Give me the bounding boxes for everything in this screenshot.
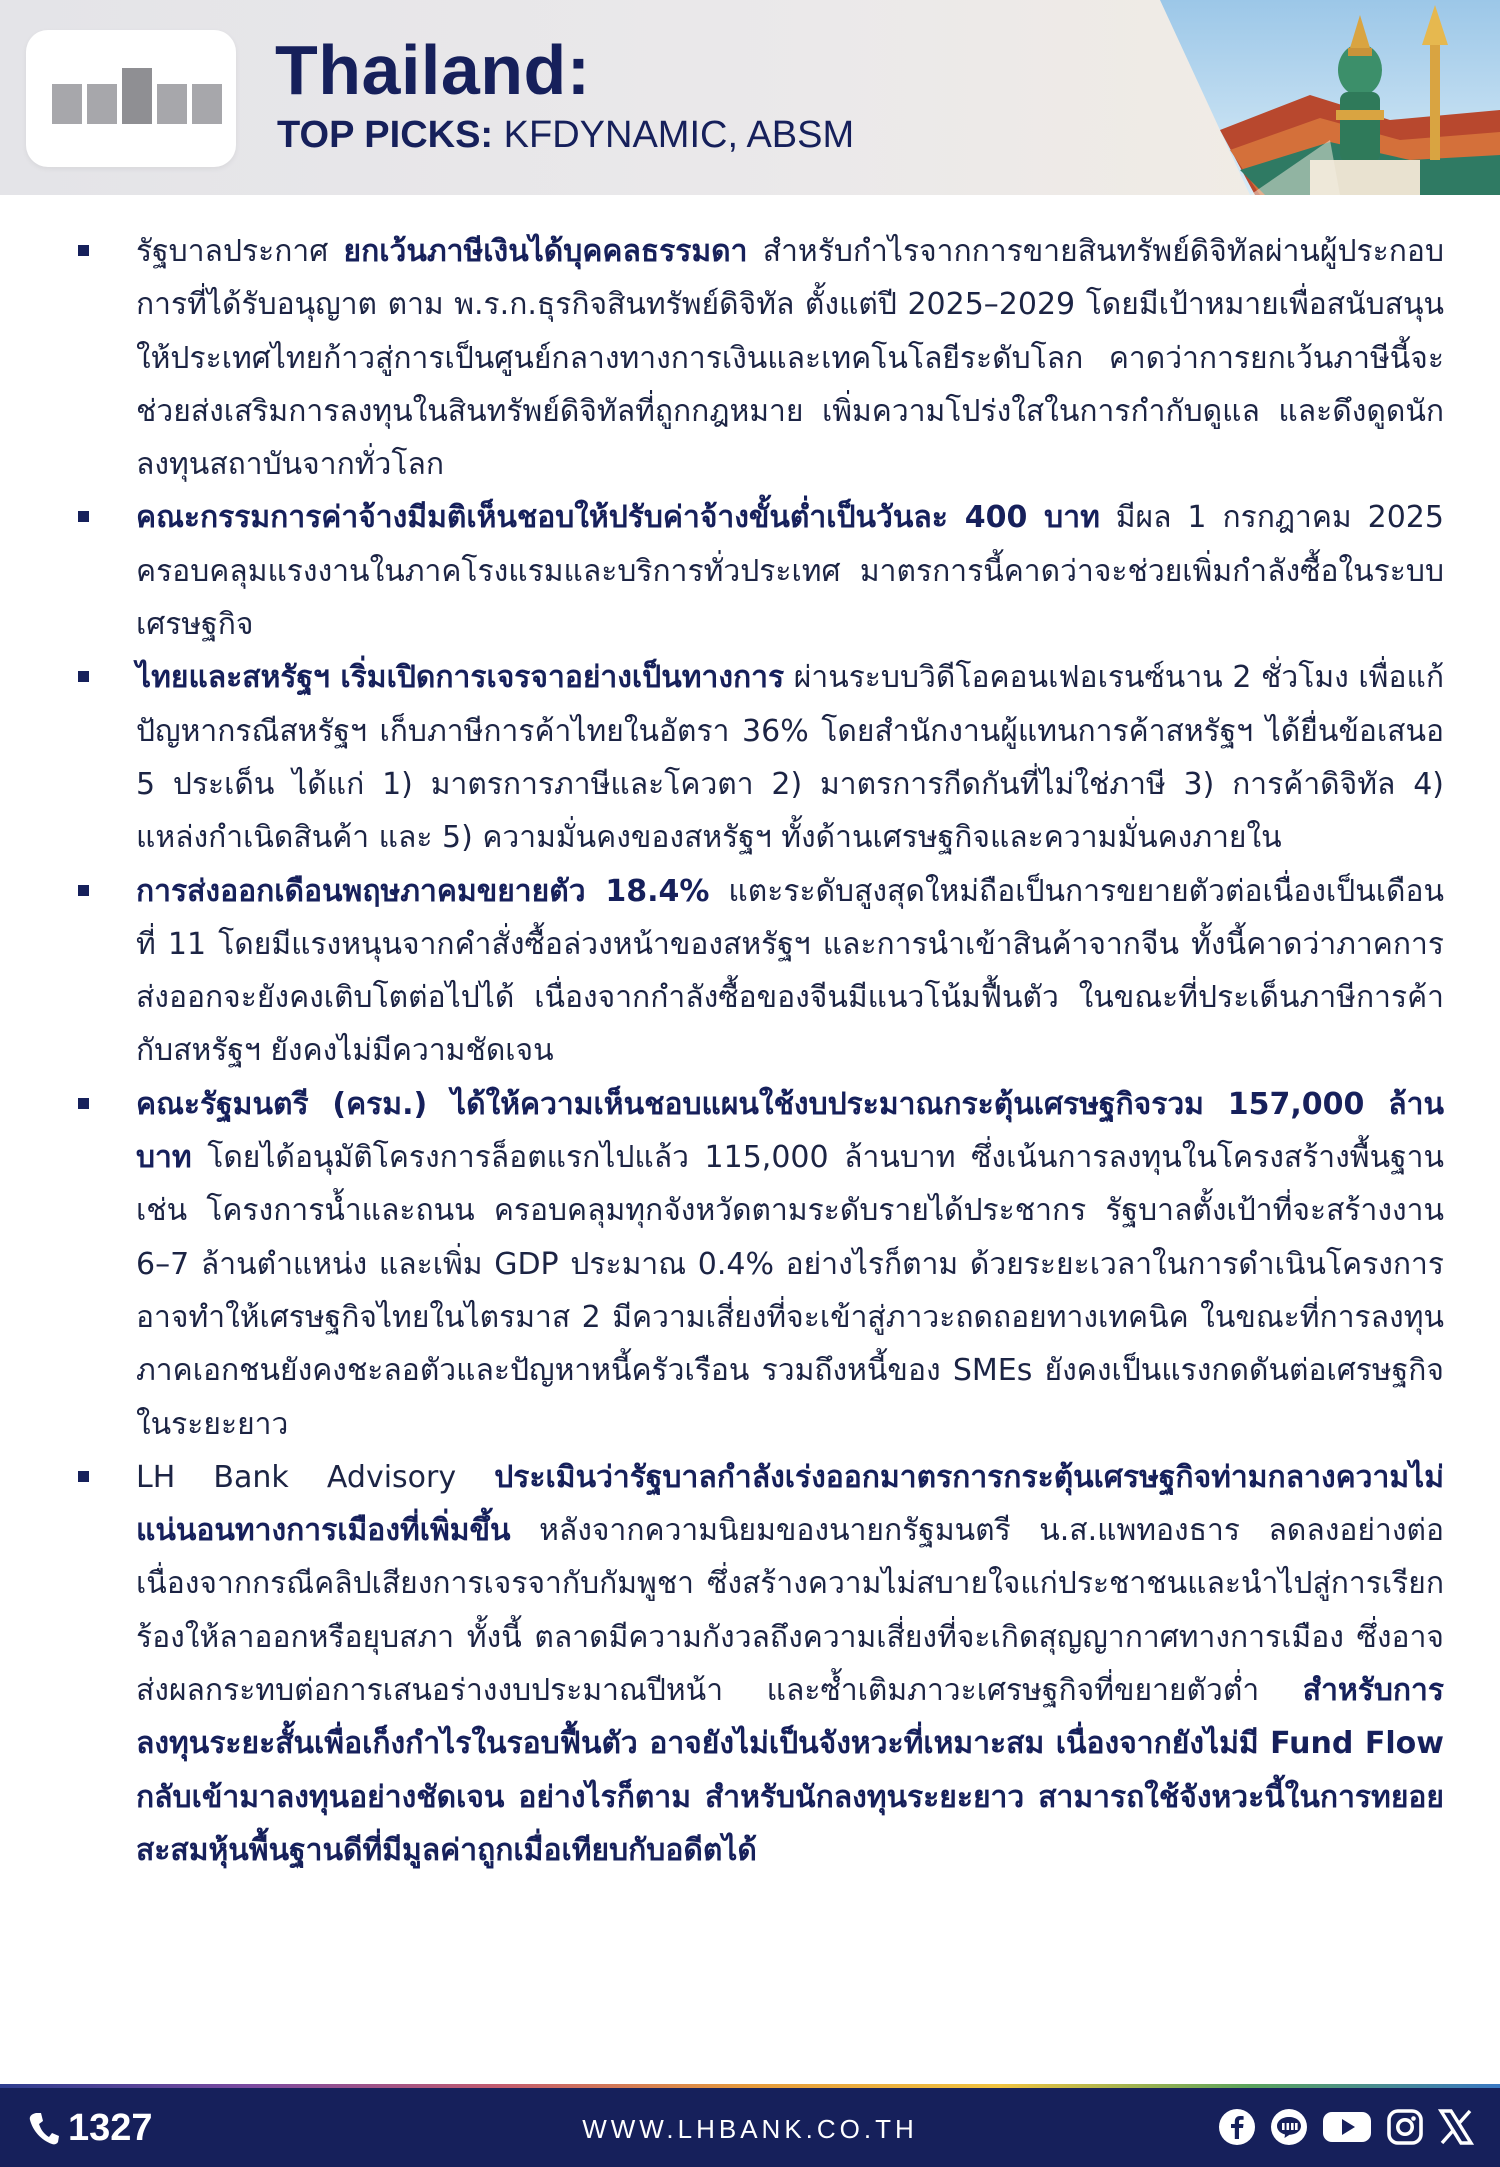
line-icon[interactable] bbox=[1270, 2108, 1308, 2146]
news-item bbox=[76, 1451, 1444, 1877]
news-paragraph: LH Bank Advisory ประเมินว่ารัฐบาลกำลังเร่งออกมาตรการกระตุ้นเศรษฐกิจท่ามกลางความไม่แน่นอนทางการเมืองที่เพิ่มขึ้น หลังจากความนิยมของนายกรัฐมนตรี น.ส.แพทองธาร ลดลงอย่างต่อเนื่องจากกรณีคลิปเสียงการเจรจากับกัมพูชา ซึ่งสร้างความไม่สบายใจแก่ประชาชนและนำไปสู่การเรียกร้องให้ลาออกหรือยุบสภา ทั้งนี้ ตลาดมีความกังวลถึงความเสี่ยงที่จะเกิดสุญญากาศทางการเมือง ซึ่งอาจส่งผลกระทบต่อการเสนอร่างงบประมาณปีหน้า และซ้ำเติมภาวะเศรษฐกิจที่ขยายตัวต่ำ สำหรับการลงทุนระยะสั้นเพื่อเก็งกำไรในรอบฟื้นตัว อาจยังไม่เป็นจังหวะที่เหมาะสม เนื่องจากยังไม่มี Fund Flow กลับเข้ามาลงทุนอย่างชัดเจน อย่างไรก็ตาม สำหรับนักลงทุนระยะยาว สามารถใช้จังหวะนี้ในการทยอยสะสมหุ้นพื้นฐานดีที่มีมูลค่าถูกเมื่อเทียบกับอดีตได้ bbox=[136, 1459, 1444, 1868]
page-subtitle bbox=[277, 114, 854, 157]
website-link[interactable]: WWW.LHBANK.CO.TH bbox=[582, 2114, 918, 2144]
hotline-number: 1327 bbox=[68, 2106, 153, 2149]
top-picks-value: KFDYNAMIC, ABSM bbox=[503, 114, 855, 156]
social-links bbox=[1218, 2108, 1474, 2146]
news-item bbox=[76, 491, 1444, 651]
news-paragraph: คณะรัฐมนตรี (ครม.) ได้ให้ความเห็นชอบแผนใช้งบประมาณกระตุ้นเศรษฐกิจรวม 157,000 ล้านบาท โดยได้อนุมัติโครงการล็อตแรกไปแล้ว 115,000 ล้านบาท ซึ่งเน้นการลงทุนในโครงสร้างพื้นฐาน เช่น โครงการน้ำและถนน ครอบคลุมทุกจังหวัดตามระดับรายได้ประชากร รัฐบาลตั้งเป้าที่จะสร้างงาน 6–7 ล้านตำแหน่ง และเพิ่ม GDP ประมาณ 0.4% อย่างไรก็ตาม ด้วยระยะเวลาในการดำเนินโครงการ อาจทำให้เศรษฐกิจไทยในไตรมาส 2 มีความเสี่ยงที่จะเข้าสู่ภาวะถดถอยทางเทคนิค ในขณะที่การลงทุนภาคเอกชนยังคงชะลอตัวและปัญหาหนี้ครัวเรือน รวมถึงหนี้ของ SMEs ยังคงเป็นแรงกดดันต่อเศรษฐกิจในระยะยาว bbox=[136, 1086, 1444, 1442]
bullet-icon bbox=[78, 885, 89, 896]
page-footer bbox=[0, 2088, 1500, 2167]
bullet-icon bbox=[78, 1098, 89, 1109]
news-paragraph: รัฐบาลประกาศ ยกเว้นภาษีเงินได้บุคคลธรรมดา สำหรับกำไรจากการขายสินทรัพย์ดิจิทัลผ่านผู้ประกอบการที่ได้รับอนุญาต ตาม พ.ร.ก.ธุรกิจสินทรัพย์ดิจิทัล ตั้งแต่ปี 2025–2029 โดยมีเป้าหมายเพื่อสนับสนุนให้ประเทศไทยก้าวสู่การเป็นศูนย์กลางทางการเงินและเทคโนโลยีระดับโลก คาดว่าการยกเว้นภาษีนี้จะช่วยส่งเสริมการลงทุนในสินทรัพย์ดิจิทัลที่ถูกกฎหมาย เพิ่มความโปร่งใสในการกำกับดูแล และดึงดูดนักลงทุนสถาบันจากทั่วโลก bbox=[136, 234, 1444, 483]
instagram-icon[interactable] bbox=[1386, 2108, 1424, 2146]
bullet-icon bbox=[78, 671, 89, 682]
top-picks-label: TOP PICKS: bbox=[277, 114, 494, 156]
facebook-icon[interactable] bbox=[1218, 2108, 1256, 2146]
news-item bbox=[76, 1078, 1444, 1451]
bullet-icon bbox=[78, 1471, 89, 1482]
news-paragraph: ไทยและสหรัฐฯ เริ่มเปิดการเจรจาอย่างเป็นทางการ ผ่านระบบวิดีโอคอนเฟอเรนซ์นาน 2 ชั่วโมง เพื่อแก้ปัญหากรณีสหรัฐฯ เก็บภาษีการค้าไทยในอัตรา 36% โดยสำนักงานผู้แทนการค้าสหรัฐฯ ได้ยื่นข้อเสนอ 5 ประเด็น ได้แก่ 1) มาตรการภาษีและโควตา 2) มาตรการกีดกันที่ไม่ใช่ภาษี 3) การค้าดิจิทัล 4) แหล่งกำเนิดสินค้า และ 5) ความมั่นคงของสหรัฐฯ ทั้งด้านเศรษฐกิจและความมั่นคงภายใน bbox=[136, 660, 1444, 856]
news-paragraph: การส่งออกเดือนพฤษภาคมขยายตัว 18.4% แตะระดับสูงสุดใหม่ถือเป็นการขยายตัวต่อเนื่องเป็นเดือนที่ 11 โดยมีแรงหนุนจากคำสั่งซื้อล่วงหน้าของสหรัฐฯ และการนำเข้าสินค้าจากจีน ทั้งนี้คาดว่าภาคการส่งออกจะยังคงเติบโตต่อไปได้ เนื่องจากกำลังซื้อของจีนมีแนวโน้มฟื้นตัว ในขณะที่ประเด็นภาษีการค้ากับสหรัฐฯ ยังคงไม่มีความชัดเจน bbox=[136, 873, 1444, 1069]
temple-illustration bbox=[1160, 0, 1500, 195]
logo-badge bbox=[26, 30, 236, 167]
news-item bbox=[76, 225, 1444, 491]
news-list bbox=[76, 225, 1444, 1877]
news-item bbox=[76, 865, 1444, 1078]
page-title: Thailand: bbox=[275, 31, 591, 109]
bullet-icon bbox=[78, 511, 89, 522]
bullet-icon bbox=[78, 245, 89, 256]
youtube-icon[interactable] bbox=[1322, 2108, 1372, 2146]
x-icon[interactable] bbox=[1438, 2108, 1474, 2146]
news-paragraph: คณะกรรมการค่าจ้างมีมติเห็นชอบให้ปรับค่าจ้างขั้นต่ำเป็นวันละ 400 บาท มีผล 1 กรกฎาคม 2025 ครอบคลุมแรงงานในภาคโรงแรมและบริการทั่วประเทศ มาตรการนี้คาดว่าจะช่วยเพิ่มกำลังซื้อในระบบเศรษฐกิจ bbox=[136, 500, 1444, 643]
news-item bbox=[76, 651, 1444, 864]
page-header bbox=[0, 0, 1500, 195]
